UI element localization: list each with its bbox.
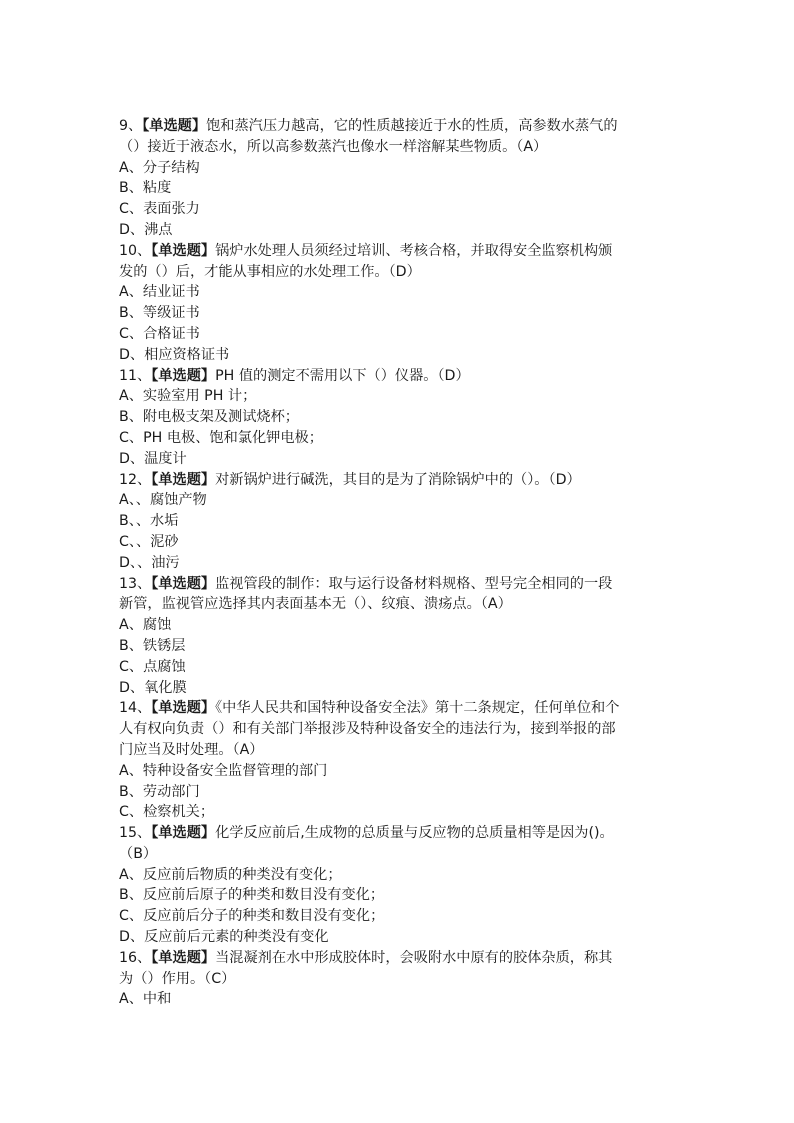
question-block (119, 948, 679, 1010)
question-stem-continued: 人有权向负责（）和有关部门举报涉及特种设备安全的违法行为，接到举报的部 (119, 721, 616, 738)
question-block (119, 698, 679, 823)
answer-option: C、、泥砂 (119, 533, 179, 550)
answer-option: D、相应资格证书 (119, 346, 230, 363)
question-block (119, 241, 679, 366)
question-stem-continued: 发的（）后，才能从事相应的水处理工作。（D） (119, 263, 421, 280)
question-type-tag: 【单选题】 (151, 471, 216, 488)
answer-option: C、合格证书 (119, 325, 200, 342)
question-number: 11、 (119, 367, 152, 384)
question-stem (119, 823, 679, 844)
answer-option: B、粘度 (119, 180, 172, 197)
question-block (119, 574, 679, 699)
question-number: 16、 (119, 949, 152, 966)
answer-option: A、反应前后物质的种类没有变化； (119, 866, 342, 883)
answer-option: A、腐蚀 (119, 617, 172, 634)
question-block (119, 470, 679, 574)
answer-option: B、附电极支架及测试烧杯； (119, 409, 299, 426)
answer-option: D、沸点 (119, 221, 173, 238)
answer-option: B、反应前后原子的种类和数目没有变化； (119, 887, 385, 904)
question-type-tag: 【单选题】 (151, 367, 216, 384)
question-stem (119, 948, 679, 969)
question-type-tag: 【单选题】 (151, 949, 216, 966)
answer-option: A、分子结构 (119, 159, 200, 176)
question-stem-continued: 为（）作用。（C） (119, 970, 236, 987)
question-number: 14、 (119, 700, 152, 717)
answer-option: D、、油污 (119, 554, 180, 571)
question-stem (119, 574, 679, 595)
answer-option: B、劳动部门 (119, 783, 200, 800)
question-type-tag: 【单选题】 (151, 575, 216, 592)
question-text: 《中华人民共和国特种设备安全法》第十二条规定，任何单位和个 (215, 700, 620, 717)
question-stem-continued: （B） (119, 845, 158, 862)
question-stem (119, 116, 679, 137)
answer-option: D、温度计 (119, 450, 187, 467)
question-block (119, 116, 679, 241)
answer-option: A、中和 (119, 991, 172, 1008)
question-text: 锅炉水处理人员须经过培训、考核合格，并取得安全监察机构颁 (215, 242, 613, 259)
answer-option: B、、水垢 (119, 513, 179, 530)
question-stem (119, 470, 679, 491)
answer-option: C、检察机关； (119, 804, 215, 821)
answer-option: C、反应前后分子的种类和数目没有变化； (119, 908, 385, 925)
answer-option: C、表面张力 (119, 201, 200, 218)
question-number: 12、 (119, 471, 152, 488)
answer-option: A、特种设备安全监督管理的部门 (119, 762, 328, 779)
answer-option: C、PH 电极、饱和氯化钾电极； (119, 429, 323, 446)
question-type-tag: 【单选题】 (151, 825, 216, 842)
question-block (119, 366, 679, 470)
question-text: PH 值的测定不需用以下（）仪器。（D） (215, 367, 470, 384)
question-list (119, 116, 679, 1010)
answer-option: B、等级证书 (119, 305, 200, 322)
answer-option: D、氧化膜 (119, 679, 187, 696)
question-number: 9、 (119, 118, 143, 134)
question-number: 10、 (119, 242, 152, 259)
question-type-tag: 【单选题】 (151, 700, 216, 717)
question-stem-continued: 门应当及时处理。（A） (119, 741, 264, 758)
question-text: 监视管段的制作：取与运行设备材料规格、型号完全相同的一段 (215, 575, 613, 592)
question-number: 13、 (119, 575, 152, 592)
answer-option: B、铁锈层 (119, 637, 186, 654)
question-text: 饱和蒸汽压力越高，它的性质越接近于水的性质，高参数水蒸气的 (206, 118, 618, 134)
answer-option: A、结业证书 (119, 284, 200, 301)
question-text: 化学反应前后,生成物的总质量与反应物的总质量相等是因为()。 (215, 825, 614, 842)
answer-option: A、实验室用 PH 计； (119, 388, 257, 405)
answer-option: A、、腐蚀产物 (119, 492, 207, 509)
question-type-tag: 【单选题】 (142, 118, 207, 134)
question-stem-continued: （）接近于液态水，所以高参数蒸汽也像水一样溶解某些物质。（A） (119, 138, 548, 155)
question-type-tag: 【单选题】 (151, 242, 216, 259)
question-stem (119, 241, 679, 262)
answer-option: D、反应前后元素的种类没有变化 (119, 929, 329, 946)
question-stem (119, 366, 679, 387)
question-block (119, 823, 679, 948)
question-stem-continued: 新管，监视管应选择其内表面基本无（）、纹痕、溃疡点。（A） (119, 596, 512, 613)
question-stem (119, 698, 679, 719)
answer-option: C、点腐蚀 (119, 658, 186, 675)
question-text: 当混凝剂在水中形成胶体时，会吸附水中原有的胶体杂质，称其 (215, 949, 613, 966)
question-number: 15、 (119, 825, 152, 842)
question-text: 对新锅炉进行碱洗，其目的是为了消除锅炉中的（）。（D） (215, 471, 581, 488)
